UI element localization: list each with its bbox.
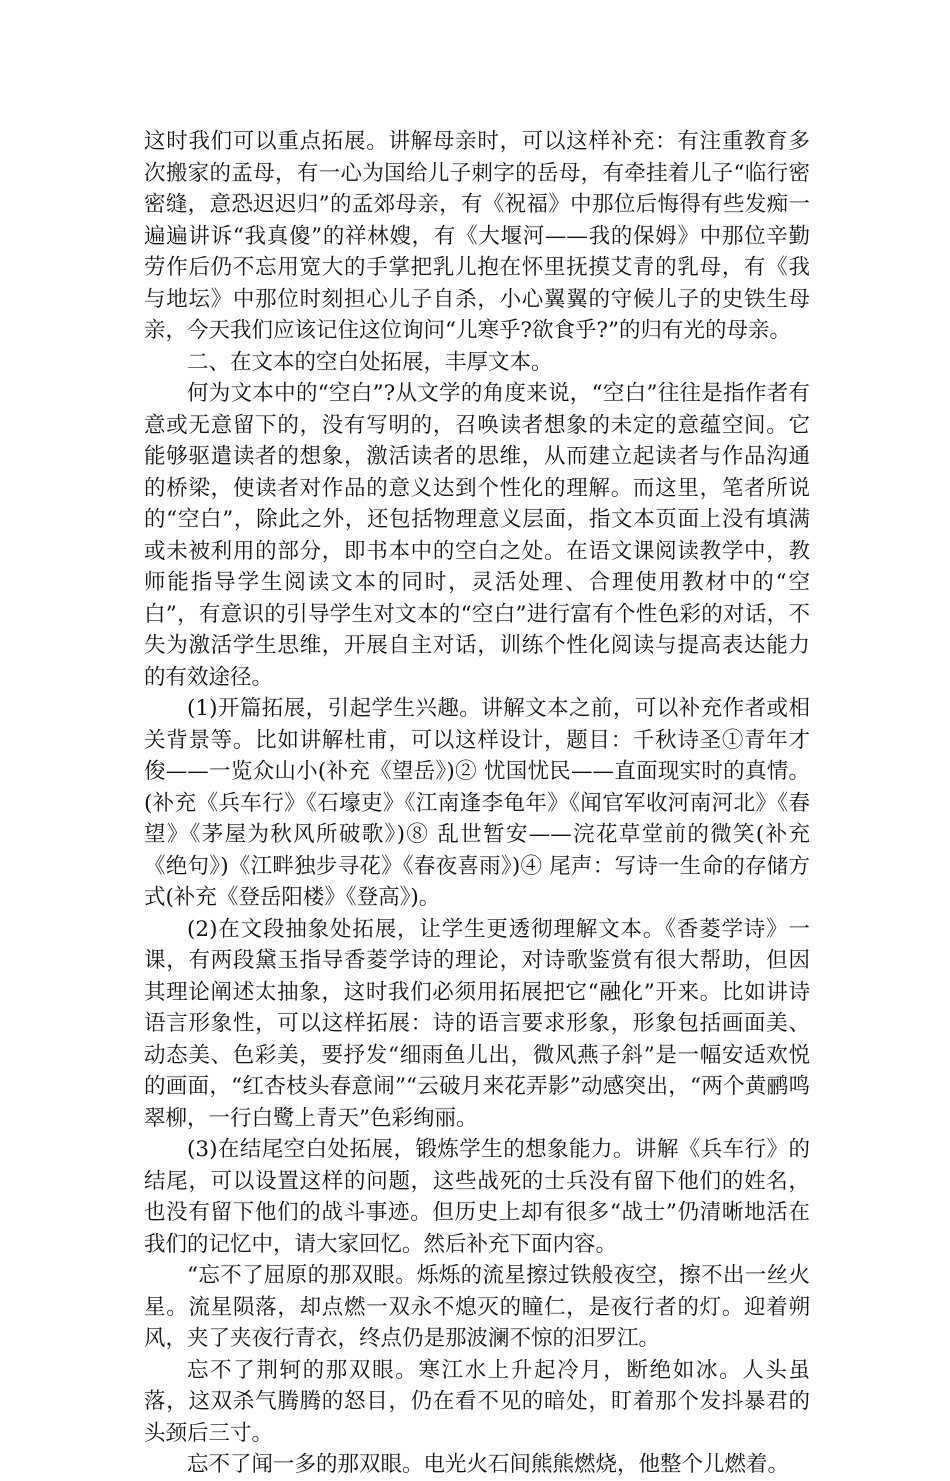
paragraph-quote-quyuan: “忘不了屈原的那双眼。烁烁的流星擦过铁般夜空，擦不出一丝火星。流星陨落，却点燃一双永不熄灭的瞳仁，是夜行者的灯。迎着朔风，夹了夹夜行青衣，终点仍是那波澜不惊的汨罗江。 <box>144 1263 810 1351</box>
section-heading-2: 二、在文本的空白处拓展，丰厚文本。 <box>187 349 553 375</box>
paragraph-quote-jingke: 忘不了荆轲的那双眼。寒江水上升起冷月，断绝如冰。人头虽落，这双杀气腾腾的怒目，仍在看不见的暗处，盯着那个发抖暴君的头颈后三寸。 <box>144 1357 810 1446</box>
paragraph-mother-examples: 这时我们可以重点拓展。讲解母亲时，可以这样补充：有注重教育多次搬家的孟母，有一心为国给儿子刺字的岳母，有牵挂着儿子“临行密密缝，意恐迟迟归”的孟郊母亲，有《祝福》中那位后悔得有些发痴一遍遍讲诉“我真傻”的祥林嫂，有《大堰河——我的保姆》中那位辛勤劳作后仍不忘用宽大的手掌把乳儿抱在怀里抚摸艾青的乳母，有《我与地坛》中那位时刻担心儿子自杀，小心翼翼的守候儿子的史铁生母亲，今天我们应该记住这位询问“儿寒乎?欲食乎?”的归有光的母亲。 <box>144 129 810 343</box>
paragraph-quote-wenyiduo: 忘不了闻一多的那双眼。电光火石间熊熊燃烧，他整个儿燃着。 <box>187 1452 790 1477</box>
paragraph-opening-expansion: (1)开篇拓展，引起学生兴趣。讲解文本之前，可以补充作者或相关背景等。比如讲解杜甫，可以这样设计，题目：千秋诗圣①青年才俊——一览众山小(补充《望岳》)② 忧国忧民——直面现实时的真情。(补充《兵车行》《石壕吏》《江南逢李龟年》《闻官军收河南河北》《春望》《茅屋为秋风所破歌》)⑧ 乱世暂安——浣花草堂前的微笑(补充《绝句》)《江畔独步寻花》《春夜喜雨》)④ 尾声：写诗一生命的存储方式(补充《登岳阳楼》《登高》)。 <box>144 696 810 910</box>
paragraph-blank-definition: 何为文本中的“空白”?从文学的角度来说，“空白”往往是指作者有意或无意留下的，没有写明的，召唤读者想象的未定的意蕴空间。它能够驱遣读者的想象，激活读者的思维，从而建立起读者与作品沟通的桥梁，使读者对作品的意义达到个性化的理解。而这里，笔者所说的“空白”，除此之外，还包括物理意义层面，指文本页面上没有填满或未被利用的部分，即书本中的空白之处。在语文课阅读教学中，教师能指导学生阅读文本的同时，灵活处理、合理使用教材中的“空白”，有意识的引导学生对文本的“空白”进行富有个性色彩的对话，不失为激活学生思维，开展自主对话，训练个性化阅读与提高表达能力的有效途径。 <box>144 381 810 690</box>
paragraph-ending-expansion: (3)在结尾空白处拓展，锻炼学生的想象能力。讲解《兵车行》的结尾，可以设置这样的问题，这些战死的士兵没有留下他们的姓名，也没有留下他们的战斗事迹。但历史上却有很多“战士”仍清晰地活在我们的记忆中，请大家回忆。然后补充下面内容。 <box>144 1137 810 1257</box>
paragraph-abstract-expansion: (2)在文段抽象处拓展，让学生更透彻理解文本。《香菱学诗》一课，有两段黛玉指导香菱学诗的理论，对诗歌鉴赏有很大帮助，但因其理论阐述太抽象，这时我们必须用拓展把它“融化”开来。比如讲诗语言形象性，可以这样拓展：诗的语言要求形象，形象包括画面美、动态美、色彩美，要抒发“细雨鱼儿出，微风燕子斜”是一幅安适欢悦的画面，“红杏枝头春意闹”“云破月来花弄影”动感突出，“两个黄鹂鸣翠柳，一行白鹭上青天”色彩绚丽。 <box>144 916 810 1131</box>
document-body <box>144 126 810 1481</box>
